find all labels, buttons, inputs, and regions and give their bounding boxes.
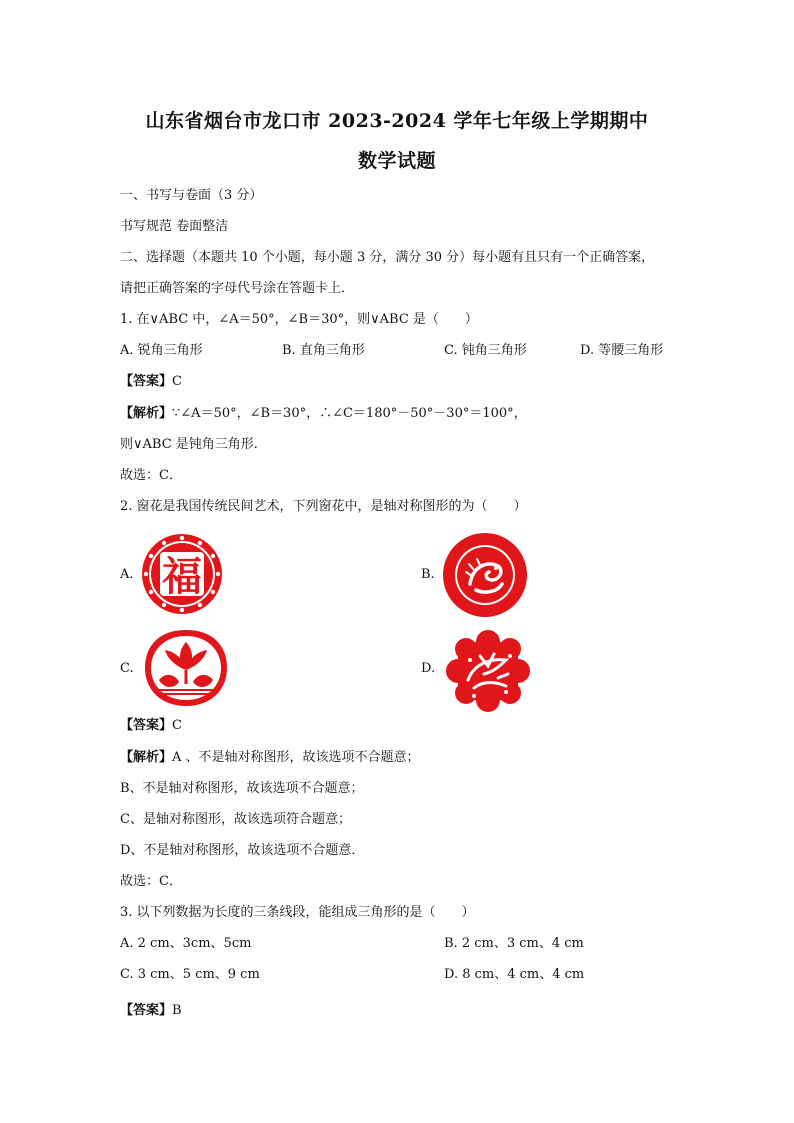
section1-heading: 一、书写与卷面（3 分） <box>120 188 263 203</box>
q1-option-a: A. 锐角三角形 <box>120 343 203 358</box>
q2-answer <box>120 716 182 736</box>
section1-text: 书写规范 卷面整洁 <box>120 219 229 234</box>
q1-option-d: D. 等腰三角形 <box>580 343 664 358</box>
page-title: 山东省烟台市龙口市 2023-2024 学年七年级上学期期中 <box>145 110 649 132</box>
page-subtitle: 数学试题 <box>357 150 436 172</box>
q1-stem: 1. 在∨ABC 中，∠A＝50°，∠B＝30°，则∨ABC 是（ ） <box>120 312 478 327</box>
section2-heading-2: 请把正确答案的字母代号涂在答题卡上． <box>120 281 355 296</box>
q1-analysis-2: 则∨ABC 是钝角三角形. <box>120 437 258 452</box>
q2-analysis <box>120 748 420 768</box>
answer-value: C <box>172 374 182 389</box>
q2-option-b-label: B. <box>421 567 435 582</box>
q1-option-b: B. 直角三角形 <box>282 343 365 358</box>
fu-character: 福 <box>162 554 202 600</box>
q2-conclusion: 故选：C． <box>120 874 182 889</box>
q1-answer <box>120 372 182 392</box>
q3-option-d: D. 8 cm、4 cm、4 cm <box>444 967 585 982</box>
answer-label: 【答案】 <box>120 1003 173 1018</box>
q3-option-b: B. 2 cm、3 cm、4 cm <box>444 936 584 951</box>
q1-conclusion: 故选：C． <box>120 468 182 483</box>
flower-papercut-icon <box>444 630 532 716</box>
q2-stem: 2. 窗花是我国传统民间艺术，下列窗花中，是轴对称图形的为（ ） <box>120 499 527 514</box>
q2-option-c-label: C. <box>120 661 134 676</box>
q3-option-a: A. 2 cm、3cm、5cm <box>120 936 252 951</box>
q3-option-c: C. 3 cm、5 cm、9 cm <box>120 967 260 982</box>
answer-value: C <box>172 718 182 733</box>
q3-answer <box>120 1001 182 1021</box>
q1-option-c: C. 钝角三角形 <box>444 343 527 358</box>
analysis-text: ∵∠A＝50°，∠B＝30°，∴∠C＝180°－50°－30°＝100°， <box>172 406 527 421</box>
analysis-label: 【解析】 <box>120 406 173 421</box>
analysis-label: 【解析】 <box>120 750 173 765</box>
q1-analysis <box>120 404 527 424</box>
answer-label: 【答案】 <box>120 374 173 389</box>
dragon-papercut-icon <box>442 532 528 622</box>
q2-analysis-c: C、是轴对称图形，故该选项符合题意； <box>120 812 351 827</box>
fu-papercut-icon <box>140 532 224 620</box>
answer-label: 【答案】 <box>120 718 173 733</box>
section2-heading-1: 二、选择题（本题共 10 个小题，每小题 3 分，满分 30 分）每小题有且只有一个正确答案， <box>120 250 655 265</box>
q2-analysis-b: B、不是轴对称图形，故该选项不合题意； <box>120 781 364 796</box>
q2-option-a-label: A. <box>120 567 134 582</box>
q2-option-d-label: D. <box>421 661 436 676</box>
answer-value: B <box>172 1003 182 1018</box>
analysis-text: A 、不是轴对称图形，故该选项不合题意； <box>172 750 420 765</box>
lotus-papercut-icon <box>143 628 229 712</box>
q3-stem: 3. 以下列数据为长度的三条线段，能组成三角形的是（ ） <box>120 905 475 920</box>
q2-analysis-d: D、不是轴对称图形，故该选项不合题意． <box>120 843 365 858</box>
